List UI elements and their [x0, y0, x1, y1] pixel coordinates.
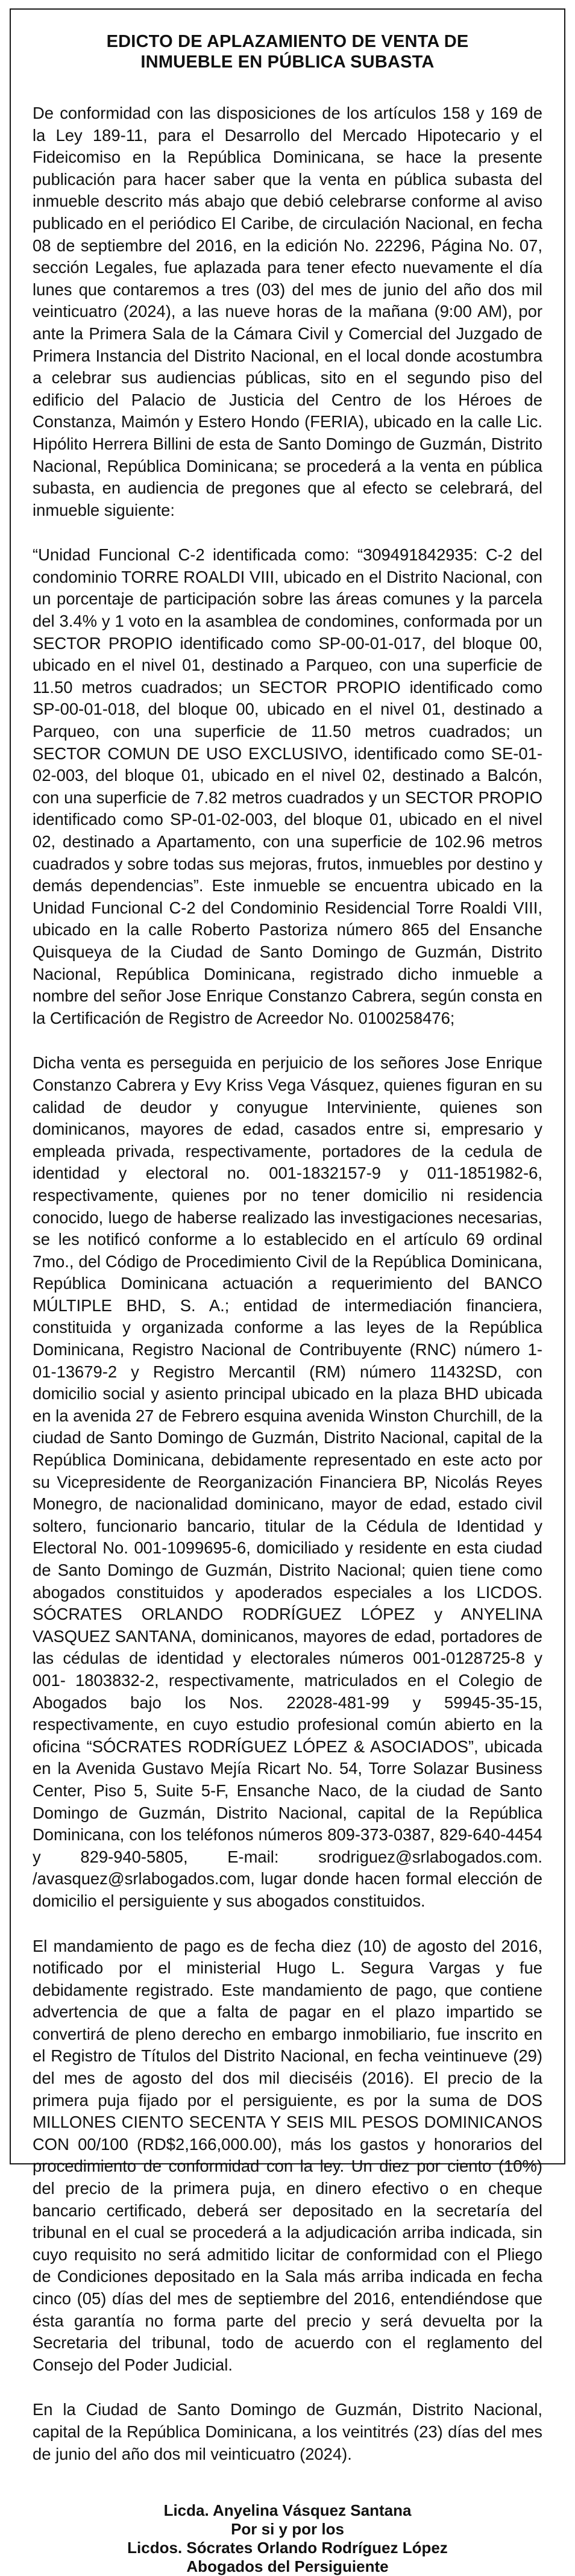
signature-block — [33, 2501, 542, 2576]
edict-notice-frame — [10, 8, 565, 2576]
paragraph-legal-basis: De conformidad con las disposiciones de los artículos 158 y 169 de la Ley 189-11, para el Desarrollo del Mercado Hipotecario y el Fideicomiso en la República Dominicana, se hace la presente publicación para hacer saber que la venta en pública subasta del inmueble descrito más abajo que debió celebrarse conforme al aviso publicado en el periódico El Caribe, de circulación Nacional, en fecha 08 de septiembre del 2016, en la edición No. 22296, Página No. 07, sección Legales, fue aplazada para tener efecto nuevamente el día lunes que contaremos a tres (03) del mes de junio del año dos mil veinticuatro (2024), a las nueve horas de la mañana (9:00 AM), por ante la Primera Sala de la Cámara Civil y Comercial del Juzgado de Primera Instancia del Distrito Nacional, en el local donde acostumbra a celebrar sus audiencias públicas, sito en el segundo piso del edificio del Palacio de Justicia del Centro de los Héroes de Constanza, Maimón y Estero Hondo (FERIA), ubicado en la calle Lic. Hipólito Herrera Billini de esta de Santo Domingo de Guzmán, Distrito Nacional, República Dominicana; se procederá a la venta en pública subasta, en audiencia de pregones que al efecto se celebrará, del inmueble siguiente: — [33, 104, 542, 519]
paragraph-property-description: “Unidad Funcional C-2 identificada como: “309491842935: C-2 del condominio TORRE ROALDI VIII, ubicado en el Distrito Nacional, con un porcentaje de participación sobre las áreas comunes y la parcela del 3.4% y 1 voto en la asamblea de condomines, conformada por un SECTOR PROPIO identificado como SP-00-01-017, del bloque 00, ubicado en el nivel 01, destinado a Parqueo, con una superficie de 11.50 metros cuadrados; un SECTOR PROPIO identificado como SP-00-01-018, del bloque 00, ubicado en el nivel 01, destinado a Parqueo, con una superficie de 11.50 metros cuadrados; un SECTOR COMUN DE USO EXCLUSIVO, identificado como SE-01-02-003, del bloque 01, ubicado en el nivel 02, destinado a Balcón, con una superficie de 7.82 metros cuadrados y un SECTOR PROPIO identificado como SP-01-02-003, del bloque 01, ubicado en el nivel 02, destinado a Apartamento, con una superficie de 102.96 metros cuadrados y sobre todas sus mejoras, frutos, inmuebles por destino y demás dependencias”. Este inmueble se encuentra ubicado en la Unidad Funcional C-2 del Condominio Residencial Torre Roaldi VIII, ubicado en la calle Roberto Pastoriza número 865 del Ensanche Quisqueya de la Ciudad de Santo Domingo de Guzmán, Distrito Nacional, República Dominicana, registrado dicho inmueble a nombre del señor Jose Enrique Constanzo Cabrera, según consta en la Certificación de Registro de Acreedor No. 0100258476; — [33, 545, 542, 1027]
edict-title-line-1: EDICTO DE APLAZAMIENTO DE VENTA DE — [106, 32, 469, 51]
paragraph-closing: En la Ciudad de Santo Domingo de Guzmán, Distrito Nacional, capital de la República Dominicana, a los veintitrés (23) días del mes de junio del año dos mil veinticuatro (2024). — [33, 2400, 542, 2463]
edict-title-line-2: INMUEBLE EN PÚBLICA SUBASTA — [140, 52, 435, 72]
signature-line-2: Por si y por los — [231, 2520, 344, 2539]
paragraph-parties: Dicha venta es perseguida en perjuicio de los señores Jose Enrique Constanzo Cabrera y Evy Kriss Vega Vásquez, quienes figuran en su calidad de deudor y conyugue Interviniente, quienes son dominicanos, mayores de edad, casados entre si, empresario y empleada privada, respectivamente, portadores de la cedula de identidad y electoral no. 001-1832157-9 y 011-1851982-6, respectivamente, quienes por no tener domicilio ni residencia conocido, luego de haberse realizado las investigaciones necesarias, se les notificó conforme a lo establecido en el artículo 69 ordinal 7mo., del Código de Procedimiento Civil de la República Dominicana, República Dominicana actuación a requerimiento del BANCO MÚLTIPLE BHD, S. A.; entidad de intermediación financiera, constituida y organizada conforme a las leyes de la República Dominicana, Registro Nacional de Contribuyente (RNC) número 1-01-13679-2 y Registro Mercantil (RM) número 11432SD, con domicilio social y asiento principal ubicado en la plaza BHD ubicada en la avenida 27 de Febrero esquina avenida Winston Churchill, de la ciudad de Santo Domingo de Guzmán, Distrito Nacional, capital de la República Dominicana, debidamente representado en este acto por su Vicepresidente de Reorganización Financiera BP, Nicolás Reyes Monegro, de nacionalidad dominicano, mayor de edad, estado civil soltero, funcionario bancario, titular de la Cédula de Identidad y Electoral No. 001-1099695-6, domiciliado y residente en esta ciudad de Santo Domingo de Guzmán, Distrito Nacional; quien tiene como abogados constituidos y apoderados especiales a los LICDOS. SÓCRATES ORLANDO RODRÍGUEZ LÓPEZ y ANYELINA VASQUEZ SANTANA, dominicanos, mayores de edad, portadores de las cédulas de identidad y electorales números 001-0128725-8 y 001- 1803832-2, respectivamente, matriculados en el Colegio de Abogados bajo los Nos. 22028-481-99 y 59945-35-15, respectivamente, en cuyo estudio profesional común abierto en la oficina “SÓCRATES RODRÍGUEZ LÓPEZ & ASOCIADOS”, ubicada en la Avenida Gustavo Mejía Ricart No. 54, Torre Solazar Business Center, Piso 5, Suite 5-F, Ensanche Naco, de la ciudad de Santo Domingo de Guzmán, Distrito Nacional, capital de la República Dominicana, con los teléfonos números 809-373-0387, 829-640-4454 y 829-940-5805, E-mail: srodriguez@srlabogados.com. /avasquez@srlabogados.com, lugar donde hacen formal elección de domicilio el persiguiente y sus abogados constituidos. — [33, 1053, 542, 1910]
edict-title — [33, 31, 542, 72]
paragraph-payment-order: El mandamiento de pago es de fecha diez (10) de agosto del 2016, notificado por el ministerial Hugo L. Segura Vargas y fue debidamente registrado. Este mandamiento de pago, que contiene advertencia de que a falta de pagar en el plazo impartido se convertirá de pleno derecho en embargo inmobiliario, fue inscrito en el Registro de Títulos del Distrito Nacional, en fecha veintinueve (29) del mes de agosto del dos mil dieciséis (2016). El precio de la primera puja fijado por el persiguiente, es por la suma de DOS MILLONES CIENTO SECENTA Y SEIS MIL PESOS DOMINICANOS CON 00/100 (RD$2,166,000.00), más los gastos y honorarios del procedimiento de conformidad con la ley. Un diez por ciento (10%) del precio de la primera puja, en dinero efectivo o en cheque bancario certificado, deberá ser depositado en la secretaría del tribunal en el cual se procederá a la adjudicación arriba indicada, sin cuyo requisito no será admitido licitar de conformidad con el Pliego de Condiciones depositado en la Sala más arriba indicada en fecha cinco (05) días del mes de septiembre del 2016, entendiéndose que ésta garantía no forma parte del precio y será devuelta por la Secretaria del tribunal, todo de acuerdo con el reglamento del Consejo del Poder Judicial. — [33, 1936, 542, 2374]
signature-line-1: Licda. Anyelina Vásquez Santana — [163, 2501, 412, 2520]
signature-line-3: Licdos. Sócrates Orlando Rodríguez López — [127, 2539, 448, 2557]
signature-line-4: Abogados del Persiguiente — [186, 2557, 389, 2576]
